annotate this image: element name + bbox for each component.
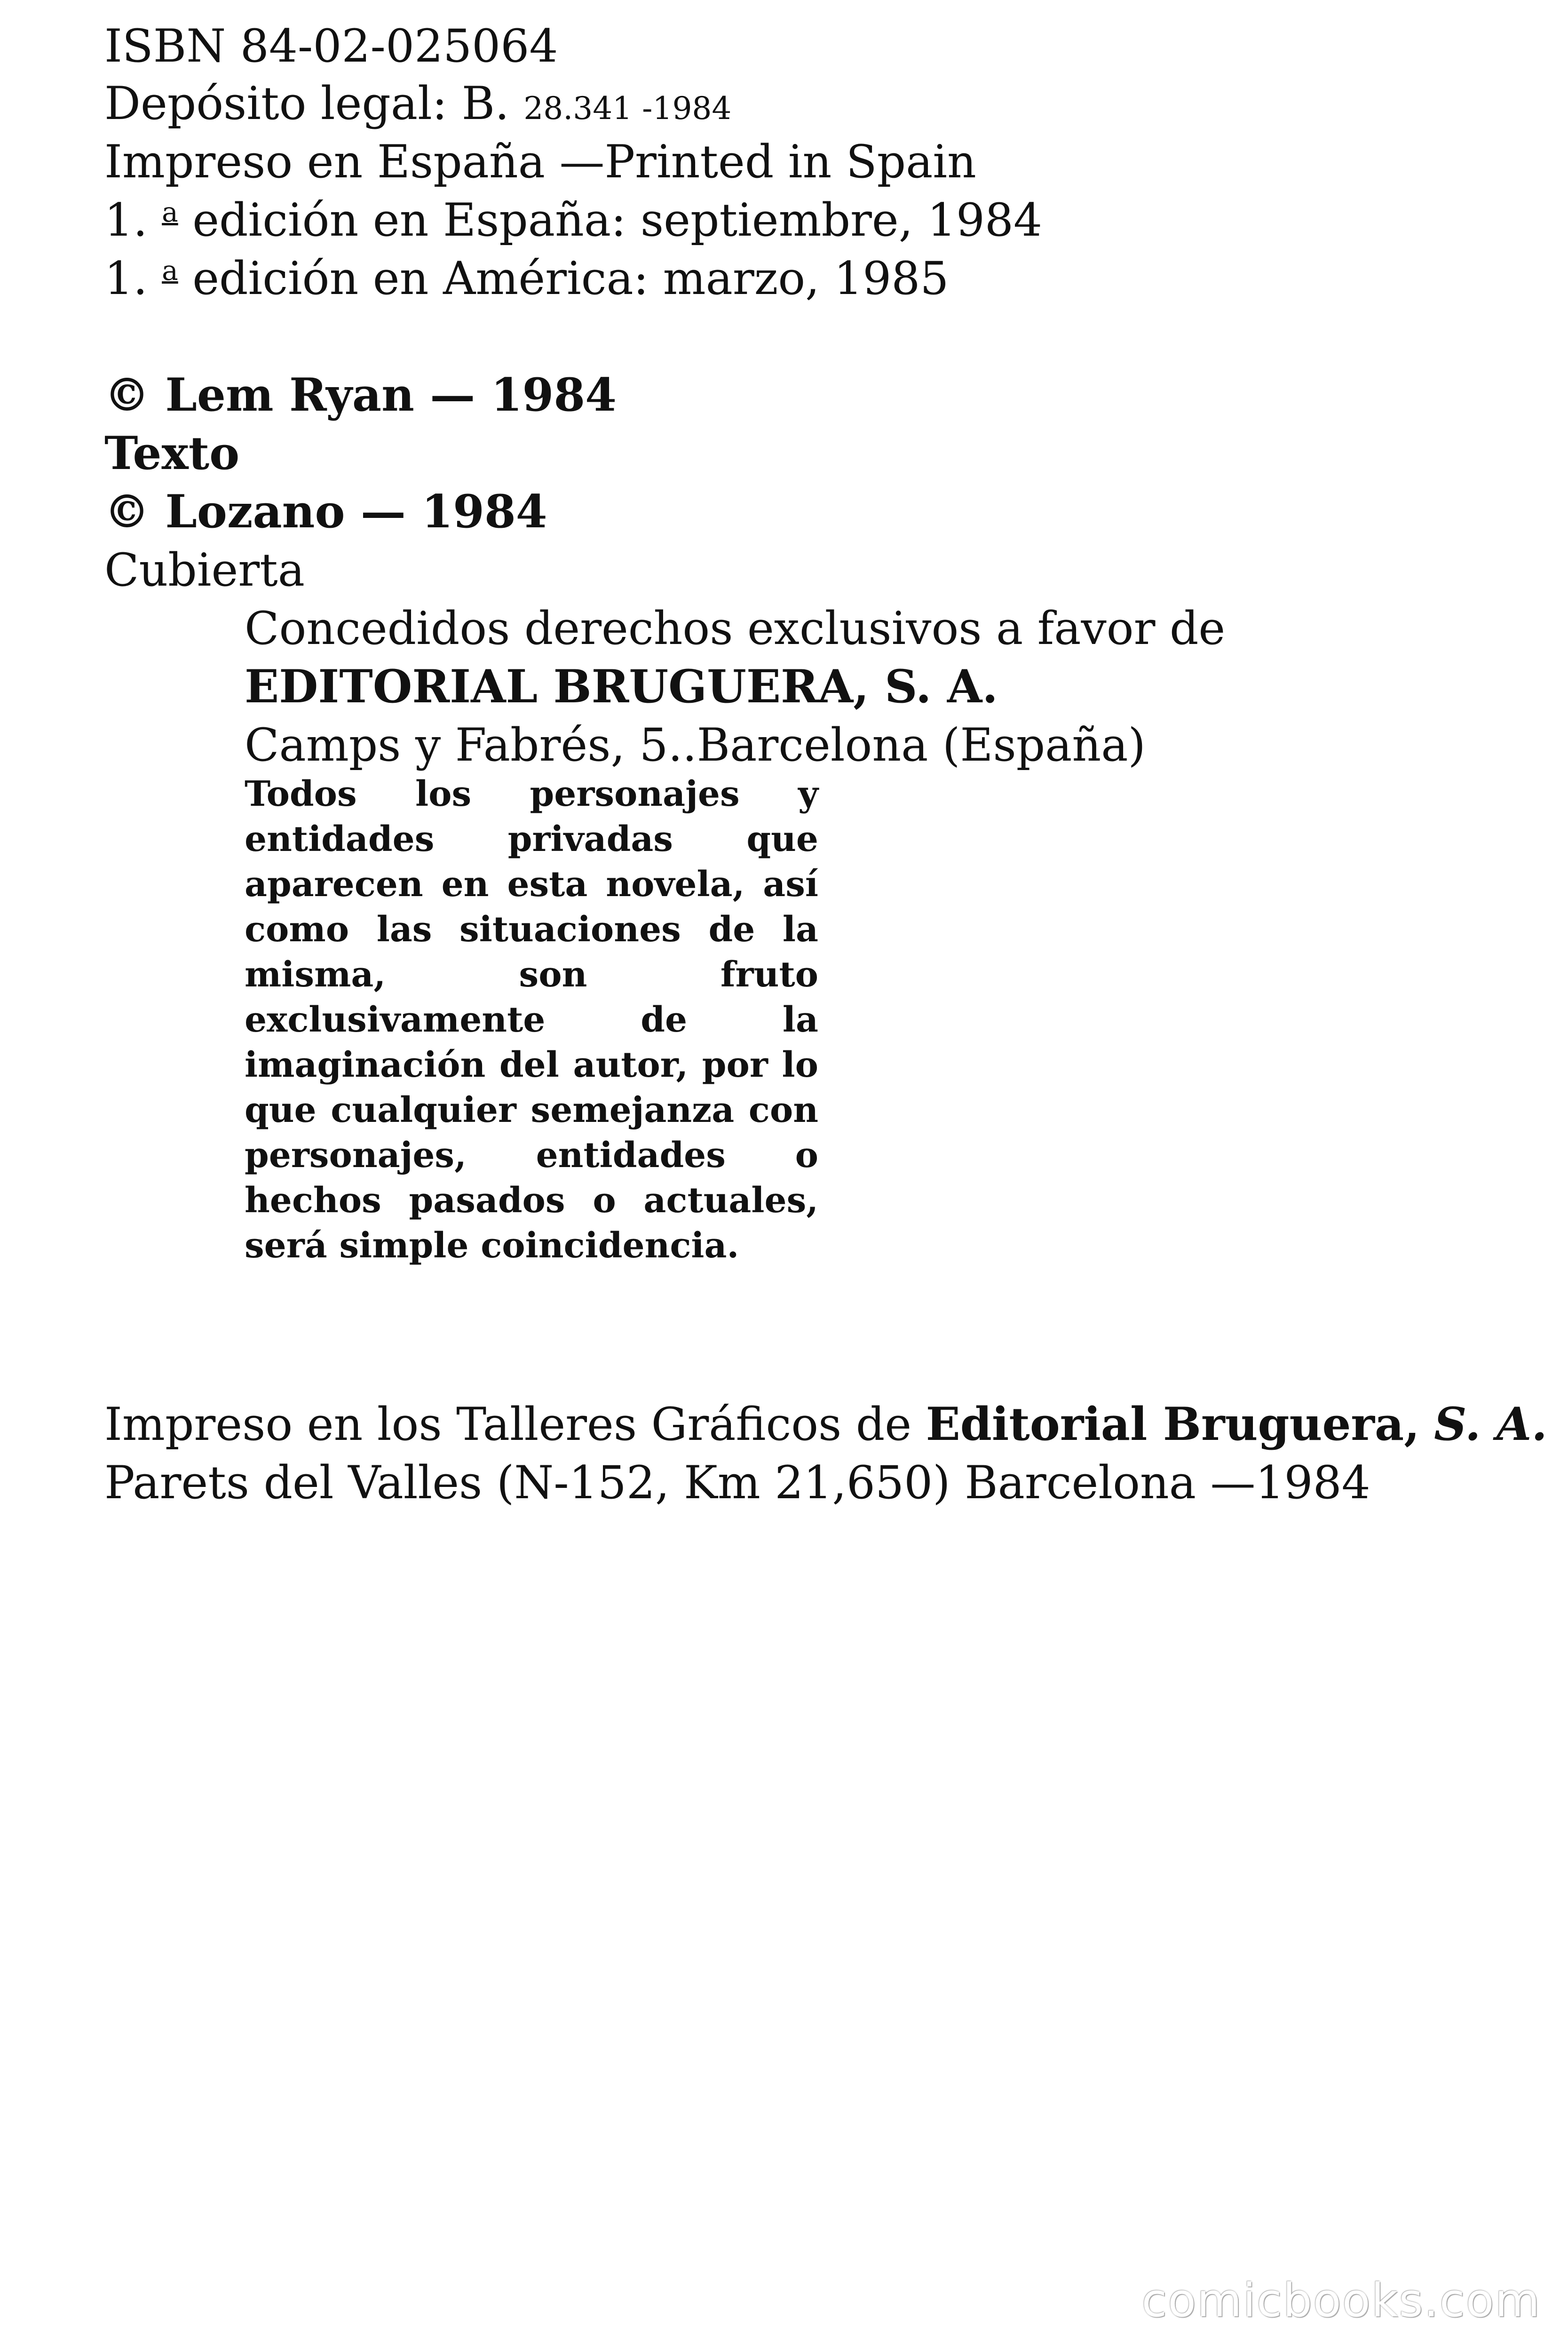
deposito-label: Depósito legal: B. [104,77,509,130]
printed-in-line: Impreso en España —Printed in Spain [104,135,976,188]
deposito-number: 28.341 -1984 [523,90,732,127]
author-copyright: © Lem Ryan — 1984 [104,368,617,421]
edition-spain-text: edición en España: septiembre, 1984 [192,194,1043,246]
cover-role: Cubierta [104,544,305,596]
isbn-line: ISBN 84-02-025064 [104,20,558,72]
edition-spain-line [104,194,1043,246]
printer-address: Parets del Valles (N-152, Km 21,650) Barcelona —1984 [104,1456,1370,1509]
author-role: Texto [104,427,240,480]
deposito-legal-line [104,77,732,130]
printer-name-suffix: S. A. [1434,1398,1547,1451]
printer-line [104,1398,1547,1451]
printer-prefix: Impreso en los Talleres Gráficos de [104,1398,912,1451]
edition-america-line [104,252,949,305]
edition-spain-ordinal: a [162,196,178,228]
edition-america-ordinal: a [162,254,178,286]
edition-america-prefix: 1. [104,252,148,305]
edition-america-text: edición en América: marzo, 1985 [192,252,949,305]
edition-spain-prefix: 1. [104,194,148,246]
publisher-address: Camps y Fabrés, 5..Barcelona (España) [245,719,1146,771]
fiction-disclaimer: Todos los personajes y entidades privadas que aparecen en esta novela, así como las situaciones de la misma, son fruto exclusivamente de la imaginación del autor, por lo que cualquier semejanza con personajes, entidades o hechos pasados o actuales, será simple coincidencia. [245,774,818,1266]
publisher-name: EDITORIAL BRUGUERA, S. A. [245,660,998,713]
cover-copyright: © Lozano — 1984 [104,485,547,538]
watermark-logo: comicbooks.com [1141,2274,1541,2328]
rights-text: Concedidos derechos exclusivos a favor de [245,602,1226,655]
printer-name: Editorial Bruguera, [926,1398,1420,1451]
